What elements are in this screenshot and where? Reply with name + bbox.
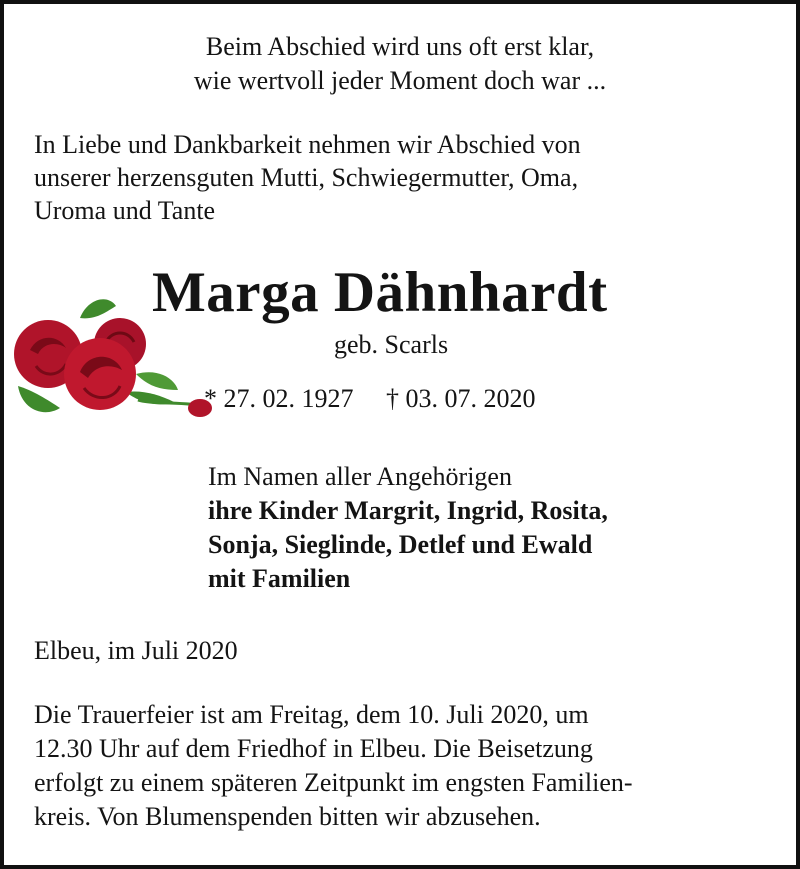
death-date: † 03. 07. 2020 [386, 384, 536, 413]
birth-name: geb. Scarls [334, 330, 449, 359]
birth-date: * 27. 02. 1927 [204, 384, 354, 413]
poem-line-1: Beim Abschied wird uns oft erst klar, [205, 32, 595, 61]
mourners-intro: Im Namen aller Angehörigen [208, 462, 512, 491]
funeral-line-1: Die Trauerfeier ist am Freitag, dem 10. Juli 2020, um [34, 700, 589, 729]
leaf-right [136, 372, 178, 390]
place-date: Elbeu, im Juli 2020 [34, 636, 238, 665]
funeral-line-4: kreis. Von Blumenspenden bitten wir abzusehen. [34, 802, 541, 831]
deceased-name: Marga Dähnhardt [152, 261, 608, 324]
funeral-line-2: 12.30 Uhr auf dem Friedhof in Elbeu. Die Beisetzung [34, 734, 593, 763]
intro-line-3: Uroma und Tante [34, 196, 216, 225]
rose-center [64, 338, 136, 410]
mourners-line-1: ihre Kinder Margrit, Ingrid, Rosita, [208, 496, 608, 525]
leaf-top [80, 299, 116, 318]
mourners-line-3: mit Familien [208, 564, 351, 593]
funeral-line-3: erfolgt zu einem späteren Zeitpunkt im engsten Familien- [34, 768, 633, 797]
mourners-block [208, 460, 608, 596]
leaf-bottom [18, 386, 60, 412]
mourners-line-2: Sonja, Sieglinde, Detlef und Ewald [208, 530, 593, 559]
intro-line-2: unserer herzensguten Mutti, Schwiegermutter, Oma, [34, 163, 579, 192]
poem-line-2: wie wertvoll jeder Moment doch war ... [193, 66, 607, 95]
intro-line-1: In Liebe und Dankbarkeit nehmen wir Abschied von [34, 130, 581, 159]
life-dates [204, 384, 562, 414]
